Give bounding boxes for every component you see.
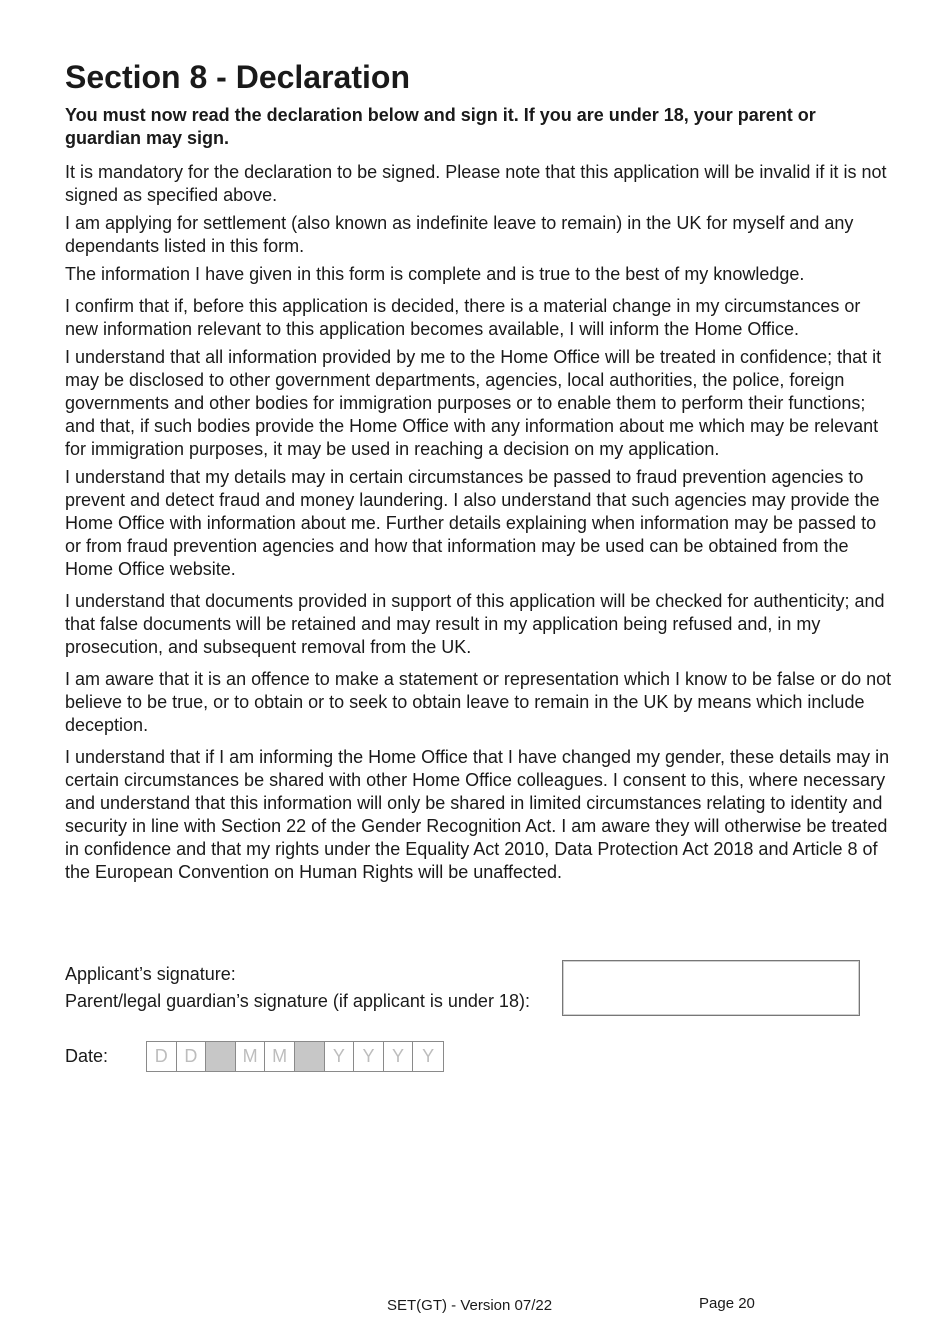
applicant-signature-label: Applicant’s signature: (65, 964, 236, 984)
declaration-paragraph: I confirm that if, before this application is decided, there is a material change in my circumstances or new information relevant to this application becomes available, I will inform the Home Office. (65, 296, 861, 339)
date-separator (206, 1042, 236, 1071)
declaration-intro: You must now read the declaration below and sign it. If you are under 18, your parent or guardian may sign. (65, 105, 816, 148)
date-separator (295, 1042, 325, 1071)
signature-field[interactable] (562, 960, 860, 1016)
declaration-paragraph: The information I have given in this form is complete and is true to the best of my knowledge. (65, 264, 805, 284)
declaration-paragraph: I understand that my details may in certain circumstances be passed to fraud prevention agencies to prevent and detect fraud and money laundering. I also understand that such agencies may provide the Home Office with information about me. Further details explaining when information may be passed to or from fraud prevention agencies and how that information may be used can be obtained from the Home Office website. (65, 467, 880, 579)
page-number: Page 20 (699, 1295, 755, 1312)
declaration-paragraph: I understand that documents provided in support of this application will be checked for authenticity; and that false documents will be retained and may result in my application being refused and, in my prosecution, and subsequent removal from the UK. (65, 591, 885, 657)
form-version: SET(GT) - Version 07/22 (387, 1297, 553, 1314)
date-year-4[interactable]: Y (413, 1042, 443, 1071)
date-field (146, 1041, 444, 1072)
declaration-paragraph: I am aware that it is an offence to make a statement or representation which I know to be false or do not believe to be true, or to obtain or to seek to obtain leave to remain in the UK by means which include deception. (65, 669, 892, 735)
declaration-text (65, 161, 895, 889)
page-title: Section 8 - Declaration (65, 59, 410, 95)
date-month-1[interactable]: M (236, 1042, 266, 1071)
date-year-2[interactable]: Y (354, 1042, 384, 1071)
date-month-2[interactable]: M (265, 1042, 295, 1071)
declaration-paragraph: I understand that if I am informing the Home Office that I have changed my gender, these details may in certain circumstances be shared with other Home Office colleagues. I consent to this, where necessary and understand that this information will only be shared in limited circumstances relating to identity and security in line with Section 22 of the Gender Recognition Act. I am aware they will otherwise be treated in confidence and that my rights under the Equality Act 2010, Data Protection Act 2018 and Article 8 of the European Convention on Human Rights will be unaffected. (65, 747, 890, 882)
declaration-paragraph: I understand that all information provided by me to the Home Office will be treated in confidence; that it may be disclosed to other government departments, agencies, local authorities, the police, foreign governments and other bodies for immigration purposes or to enable them to perform their functions; and that, if such bodies provide the Home Office with any information about me which may be relevant for immigration purposes, it may be used in reaching a decision on my application. (65, 347, 882, 459)
date-day-2[interactable]: D (177, 1042, 207, 1071)
date-label: Date: (65, 1046, 109, 1066)
declaration-paragraph: It is mandatory for the declaration to be signed. Please note that this application will be invalid if it is not signed as specified above. (65, 162, 887, 205)
declaration-paragraph: I am applying for settlement (also known as indefinite leave to remain) in the UK for myself and any dependants listed in this form. (65, 213, 854, 256)
date-year-1[interactable]: Y (325, 1042, 355, 1071)
date-year-3[interactable]: Y (384, 1042, 414, 1071)
guardian-signature-label: Parent/legal guardian’s signature (if applicant is under 18): (65, 991, 530, 1011)
date-day-1[interactable]: D (147, 1042, 177, 1071)
